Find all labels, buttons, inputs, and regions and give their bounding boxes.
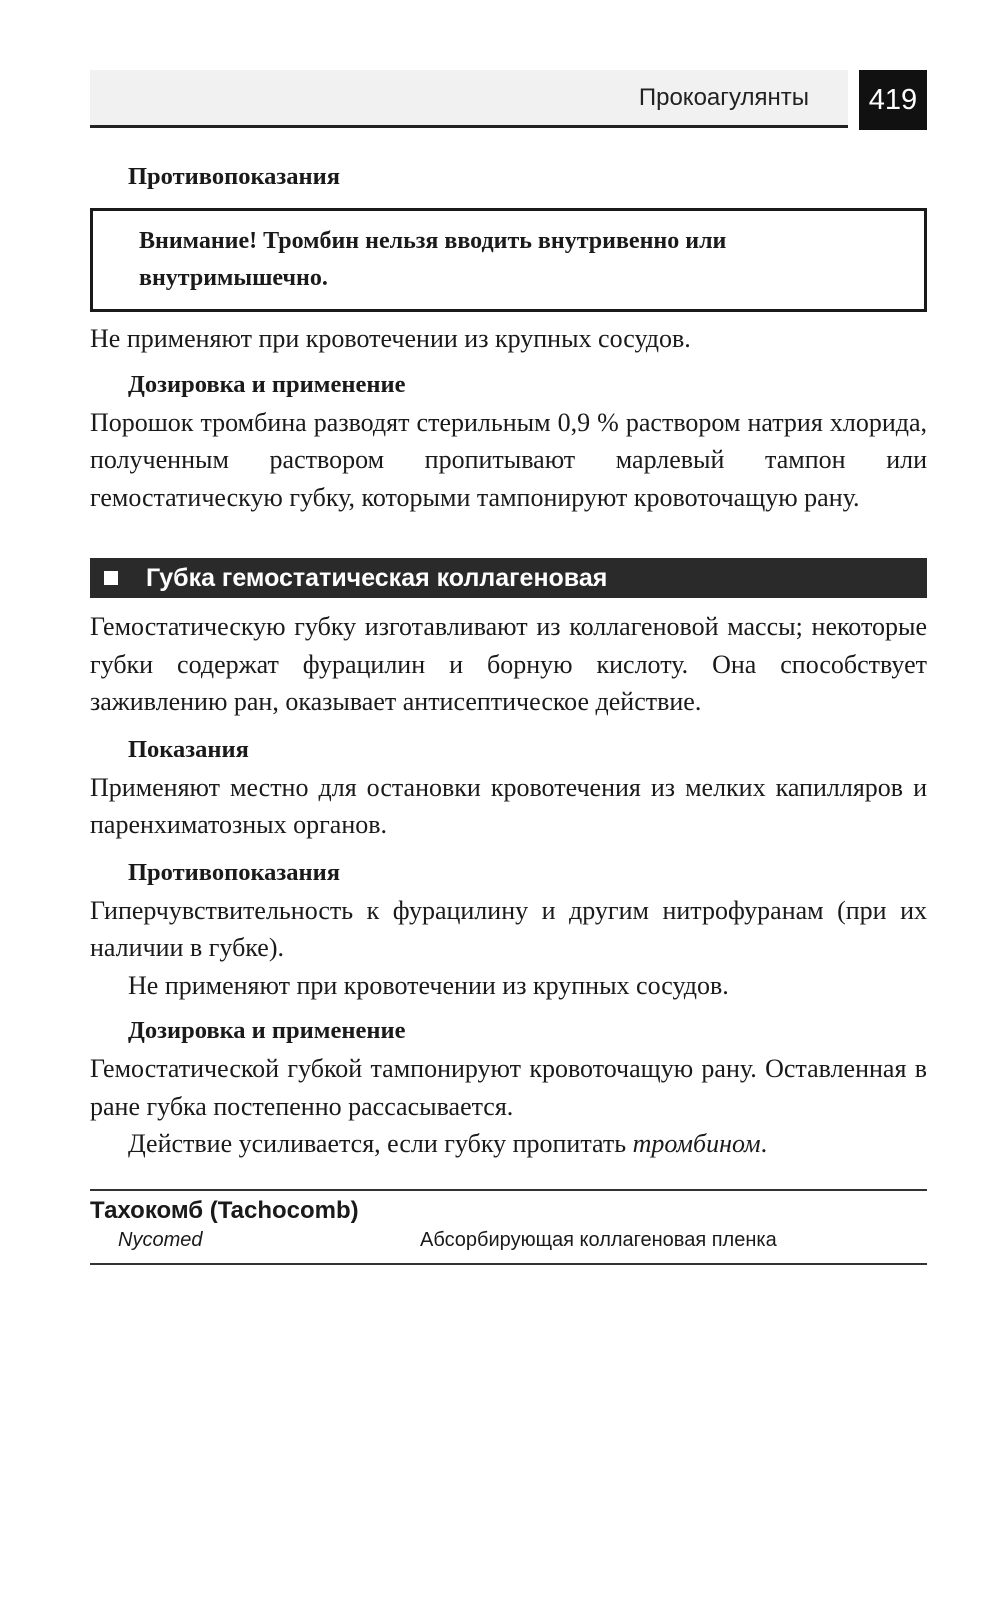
dosage-heading: Дозировка и применение (128, 370, 406, 398)
sponge-section-title (90, 558, 927, 598)
sponge-intro: Гемостатическую губку изготавливают из коллагеновой массы; некоторые губки содержат фурацилин и борную кислоту. Она способствует заживлению ран, оказывает антисептическое действие. (90, 612, 927, 716)
product-form: Абсорбирующая коллагеновая пленка (420, 1228, 777, 1251)
book-page (90, 70, 927, 1265)
product-manufacturer: Nycomed (118, 1228, 203, 1251)
contraindications-text: Не применяют при кровотечении из крупных сосудов. (90, 324, 691, 353)
square-bullet-icon (104, 571, 118, 585)
product-meta (90, 1227, 927, 1257)
thrombin-emphasis: тромбином (632, 1129, 761, 1158)
warning-box: Внимание! Тромбин нельзя вводить внутривенно или внутримышечно. (90, 208, 927, 312)
sponge-dosage-heading: Дозировка и применение (128, 1017, 406, 1044)
sponge-contraindications-heading: Противопоказания (128, 858, 341, 886)
running-head (90, 70, 927, 130)
indications-text: Применяют местно для остановки кровотечения из мелких капилляров и паренхиматозных органов. (90, 772, 927, 839)
contraindications-heading: Противопоказания (128, 163, 341, 190)
product-entry (90, 1189, 927, 1265)
sponge-dosage-text-2 (90, 1125, 927, 1163)
dosage-text-2-end: . (760, 1129, 768, 1158)
page-number: 419 (859, 70, 927, 130)
product-name: Тахокомб (Tachocomb) (90, 1196, 359, 1224)
sponge-contraindications-text: Гиперчувствительность к фурацилину и другим нитрофуранам (при их наличии в губке). (90, 895, 927, 962)
sponge-title-text: Губка гемостатическая коллагеновая (146, 564, 608, 592)
dosage-text: Порошок тромбина разводят стерильным 0,9 % раствором натрия хлорида, полученным раствором пропитывают марлевый тампон или гемостатическую губку, которыми тампонируют кровоточащую рану. (90, 407, 927, 512)
header-section-name: Прокоагулянты (638, 84, 809, 111)
sponge-dosage-text: Гемостатической губкой тампонируют кровоточащую рану. Оставленная в ране губка постепенно рассасывается. (90, 1054, 927, 1121)
indications-heading: Показания (128, 735, 249, 763)
sponge-contraindications-text-2: Не применяют при кровотечении из крупных сосудов. (128, 970, 729, 1000)
dosage-text-2-start: Действие усиливается, если губку пропитать (128, 1129, 633, 1158)
